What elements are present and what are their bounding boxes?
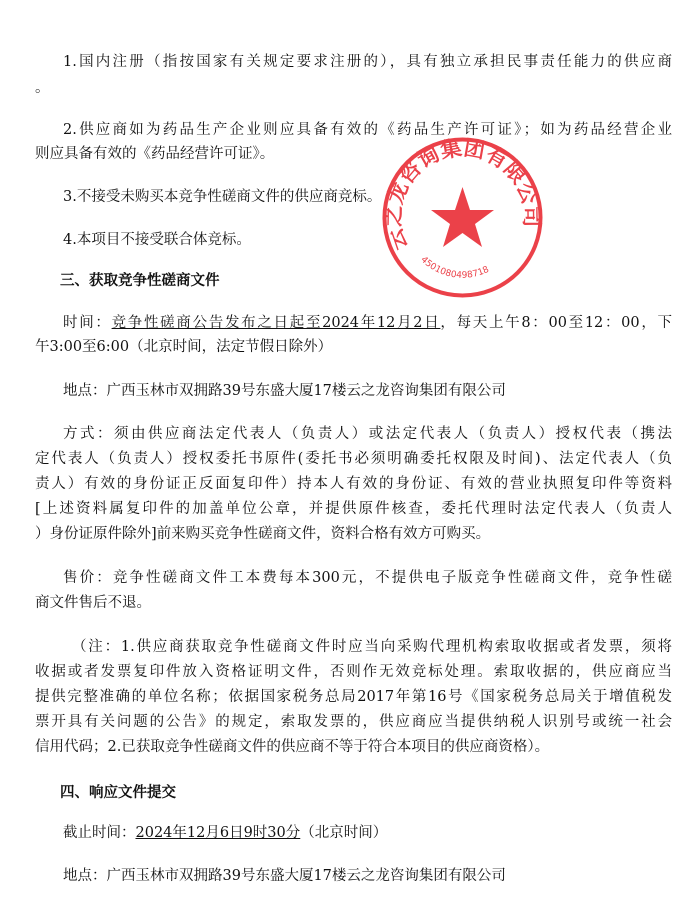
method-line: [上述资料属复印件的加盖单位公章，并提供原件核查，委托代理时法定代表人（负责人 [35, 501, 672, 517]
time-line-1 [63, 313, 672, 333]
time-hours: ，每天上午8：00至12：00，下 [440, 315, 673, 331]
method-line: 责人）有效的身份证正反面复印件）持本人有效的身份证、有效的营业执照复印件等资料 [35, 476, 672, 492]
section-3-heading: 三、获取竞争性磋商文件 [60, 273, 220, 289]
section-4-heading: 四、响应文件提交 [60, 785, 176, 801]
place-4: 地点：广西玉林市双拥路39号东盛大厦17楼云之龙咨询集团有限公司 [63, 868, 506, 884]
time-line-2: 午3:00至6:00（北京时间，法定节假日除外） [35, 339, 333, 355]
price-line: 售价：竞争性磋商文件工本费每本300元，不提供电子版竞争性磋商文件，竞争性磋 [63, 570, 672, 586]
company-seal [380, 135, 545, 300]
note-line: （注：1.供应商获取竞争性磋商文件时应当向采购代理机构索取收据或者发票，须将 [72, 639, 672, 655]
method-line: 方式：须由供应商法定代表人（负责人）或法定代表人（负责人）授权代表（携法 [63, 426, 672, 442]
deadline-timezone: （北京时间） [300, 825, 388, 841]
time-label: 时间： [63, 315, 112, 331]
item-1-line-2: 。 [35, 80, 50, 96]
note-line: 收据或者发票复印件放入资格证明文件，否则作无效竞标处理。索取收据的，供应商应当 [35, 664, 672, 680]
note-line: 提供完整准确的单位名称；依据国家税务总局2017年第16号《国家税务总局关于增值税发 [35, 689, 672, 705]
deadline [63, 823, 693, 843]
note-line: 信用代码；2.已获取竞争性磋商文件的供应商不等于符合本项目的供应商资格）。 [35, 739, 550, 755]
deadline-label: 截止时间： [63, 825, 136, 841]
seal-name: 云之龙咨询集团有限公司 [381, 135, 544, 254]
item-2-line-2: 则应具备有效的《药品经营许可证》。 [35, 146, 275, 162]
star-icon [431, 187, 494, 247]
place-3: 地点：广西玉林市双拥路39号东盛大厦17楼云之龙咨询集团有限公司 [63, 383, 506, 399]
price-line: 商文件售后不退。 [35, 595, 151, 611]
item-3: 3.不接受未购买本竞争性磋商文件的供应商竞标。 [63, 189, 382, 205]
method-line: ）身份证原件除外]前来购买竞争性磋商文件，资料合格有效方可购买。 [35, 526, 491, 542]
svg-text:4501080498718 [418, 255, 490, 281]
time-range: 竞争性磋商公告发布之日起至2024年12月2日 [111, 315, 441, 331]
seal-number: 4501080498718 [418, 254, 491, 281]
item-1-line-1: 1.国内注册（指按国家有关规定要求注册的），具有独立承担民事责任能力的供应商 [63, 54, 672, 70]
note-line: 票开具有关问题的公告》的规定，索取发票的，供应商应当提供纳税人识别号或统一社会 [35, 714, 672, 730]
item-4: 4.本项目不接受联合体竞标。 [63, 232, 251, 248]
deadline-value: 2024年12月6日9时30分 [135, 825, 301, 841]
item-2-line-1: 2.供应商如为药品生产企业则应具备有效的《药品生产许可证》；如为药品经营企业 [63, 122, 672, 138]
method-line: 定代表人（负责人）授权委托书原件(委托书必须明确委托权限及时间)、法定代表人（负 [35, 451, 672, 467]
